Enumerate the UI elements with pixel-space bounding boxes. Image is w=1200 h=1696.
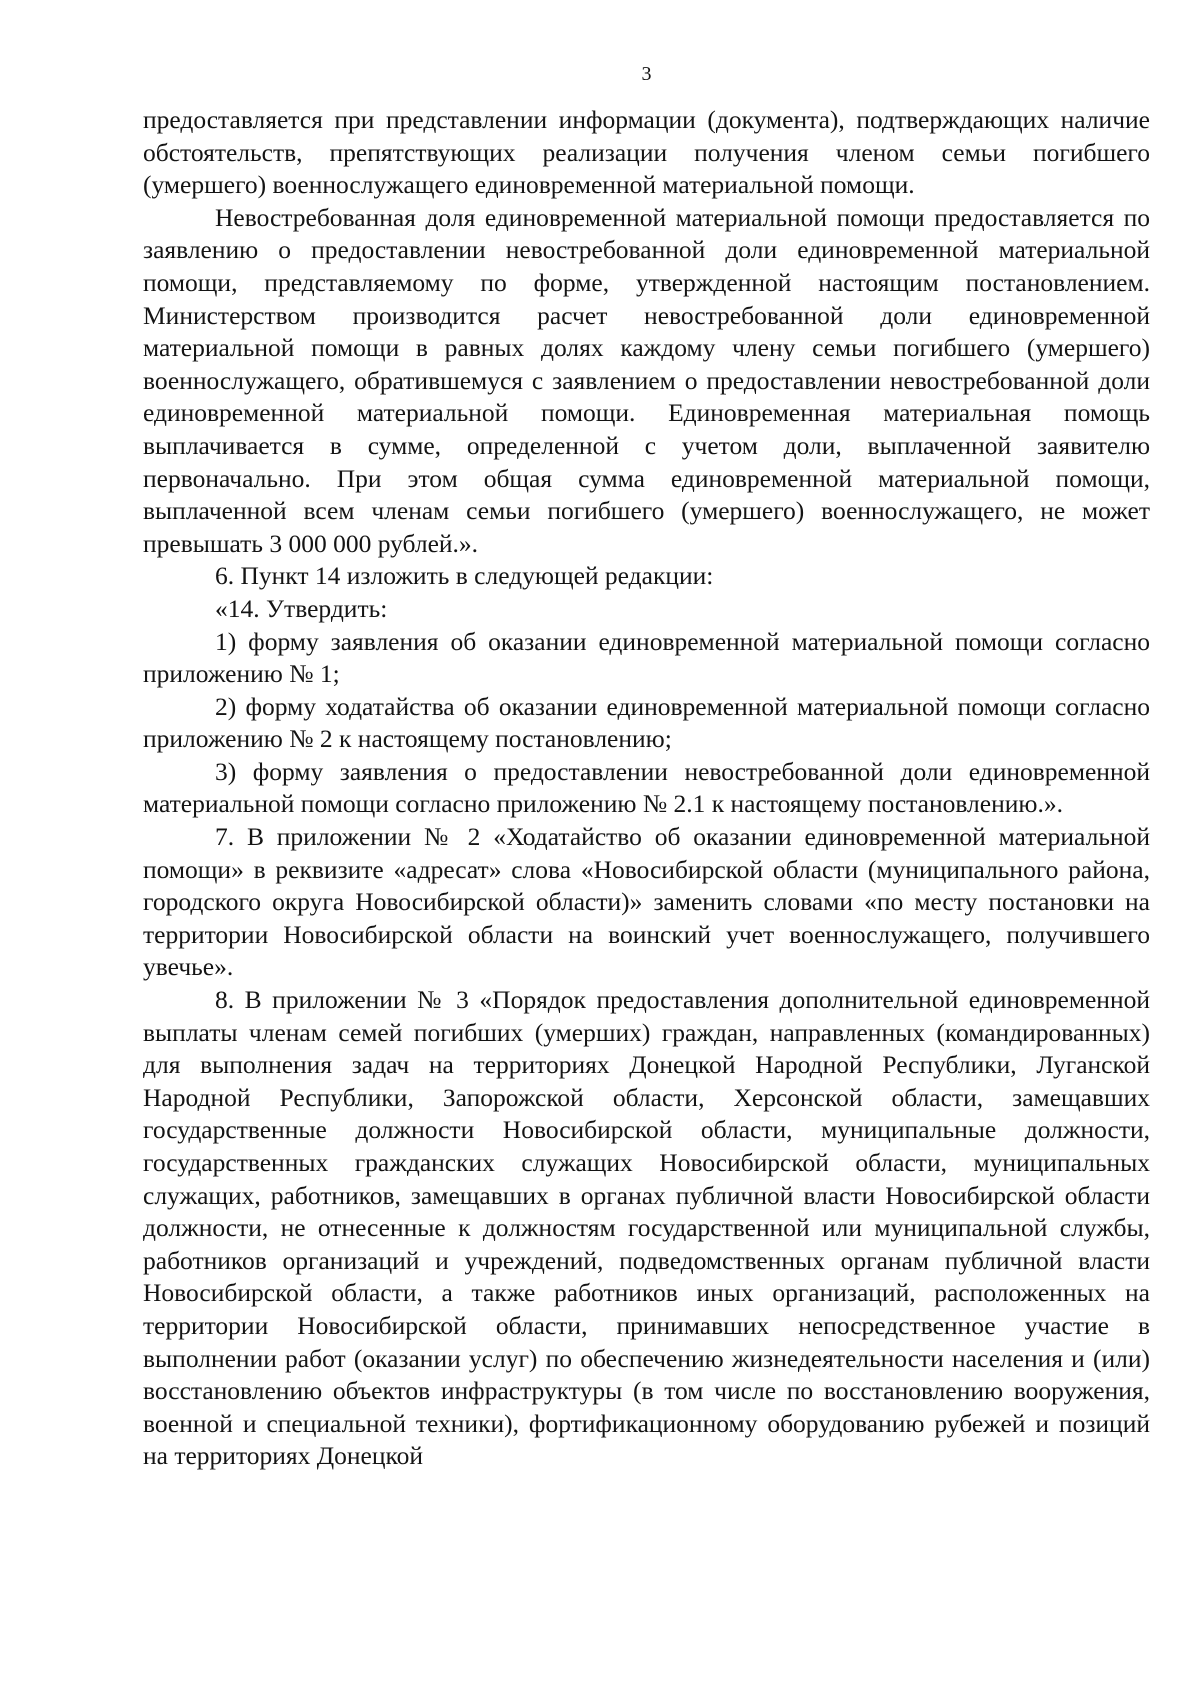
paragraph: «14. Утвердить: <box>215 593 388 623</box>
paragraph: 1) форму заявления об оказании единовременной материальной помощи согласно приложению № 1; <box>143 626 1150 689</box>
paragraph: предоставляется при представлении информации (документа), подтверждающих наличие обстоятельств, препятствующих реализации получения членом семьи погибшего (умершего) военнослужащего единовременной материальной помощи. <box>143 105 1150 200</box>
paragraph: 2) форму ходатайства об оказании единовременной материальной помощи согласно приложению № 2 к настоящему постановлению; <box>143 691 1150 754</box>
paragraph: 8. В приложении № 3 «Порядок предоставления дополнительной единовременной выплаты членам семей погибших (умерших) граждан, направленных (командированных) для выполнения задач на территориях Донецкой Народной Республики, Луганской Народной Республики, Запорожской области, Херсонской области, замещавших государственные должности Новосибирской области, муниципальные должности, государственных гражданских служащих Новосибирской области, муниципальных служащих, работников, замещавших в органах публичной власти Новосибирской области должности, не отнесенные к должностям государственной или муниципальной службы, работников организаций и учреждений, подведомственных органам публичной власти Новосибирской области, а также работников иных организаций, расположенных на территории Новосибирской области, принимавших непосредственное участие в выполнении работ (оказании услуг) по обеспечению жизнедеятельности населения и (или) восстановлению объектов инфраструктуры (в том числе по восстановлению вооружения, военной и специальной техники), фортификационному оборудованию рубежей и позиций на территориях Донецкой <box>143 985 1150 1471</box>
page-number: 3 <box>641 63 652 85</box>
document-page <box>143 62 1150 1473</box>
paragraph: Невостребованная доля единовременной материальной помощи предоставляется по заявлению о предоставлении невостребованной доли единовременной материальной помощи, представляемому по форме, утвержденной настоящим постановлением. Министерством производится расчет невостребованной доли единовременной материальной помощи в равных долях каждому члену семьи погибшего (умершего) военнослужащего, обратившемуся с заявлением о предоставлении невостребованной доли единовременной материальной помощи. Единовременная материальная помощь выплачивается в сумме, определенной с учетом доли, выплаченной заявителю первоначально. При этом общая сумма единовременной материальной помощи, выплаченной всем членам семьи погибшего (умершего) военнослужащего, не может превышать 3 000 000 рублей.». <box>143 202 1150 558</box>
paragraph: 7. В приложении № 2 «Ходатайство об оказании единовременной материальной помощи» в реквизите «адресат» слова «Новосибирской области (муниципального района, городского округа Новосибирской области)» заменить словами «по месту постановки на территории Новосибирской области на воинский учет военнослужащего, получившего увечье». <box>143 822 1150 982</box>
document-body <box>143 104 1150 1473</box>
paragraph: 6. Пункт 14 изложить в следующей редакции: <box>215 561 714 591</box>
paragraph: 3) форму заявления о предоставлении невостребованной доли единовременной материальной помощи согласно приложению № 2.1 к настоящему постановлению.». <box>143 756 1150 819</box>
